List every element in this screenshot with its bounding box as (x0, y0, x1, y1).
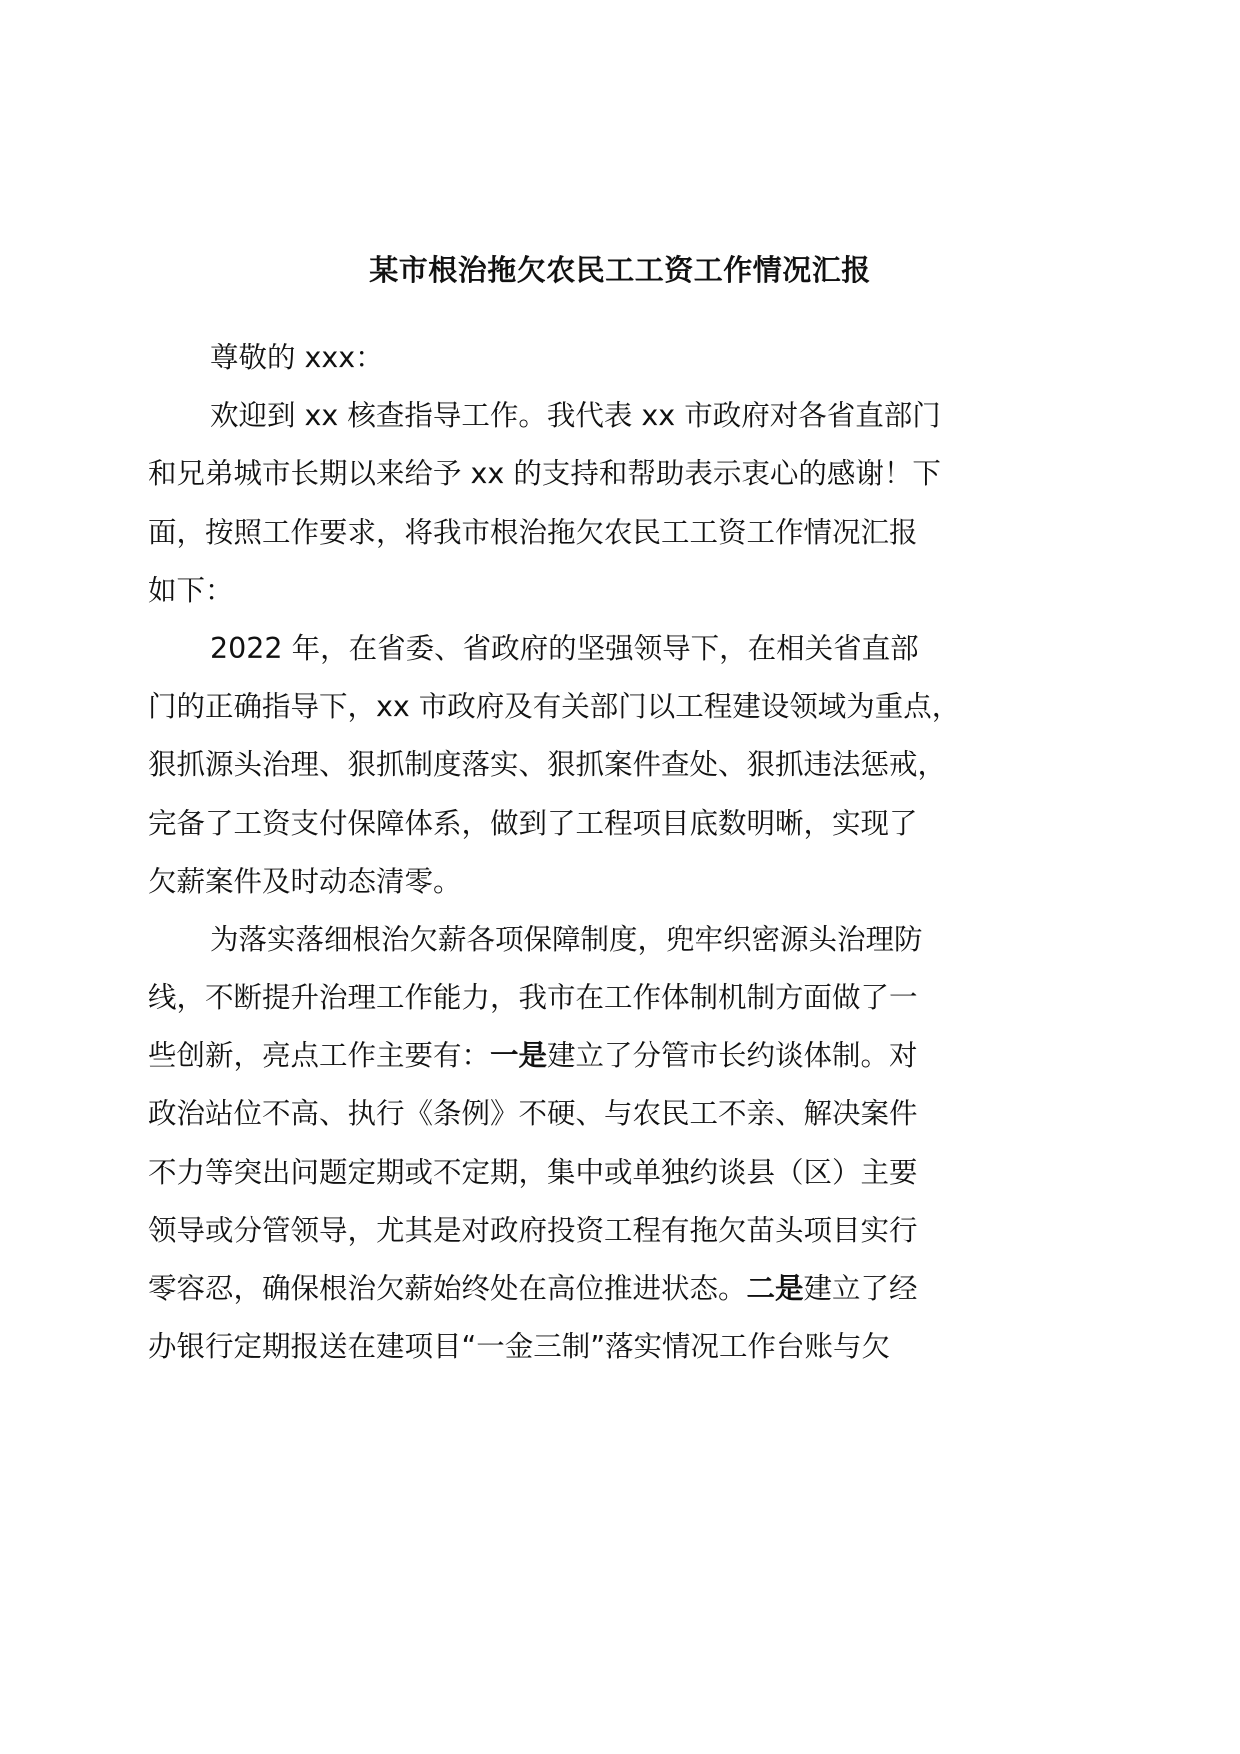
text-segment: 狠抓源头治理、狠抓制度落实、狠抓案件查处、狠抓违法惩戒， (148, 748, 947, 782)
text-line (148, 569, 1028, 627)
document-body (148, 336, 1028, 1383)
text-segment: 零容忍，确保根治欠薪始终处在高位推进状态。 (148, 1272, 747, 1305)
bold-text-segment: 一是 (490, 1039, 548, 1073)
text-segment: 政治站位不高、执行《条例》不硬、与农民工不亲、解决案件 (148, 1097, 918, 1131)
text-segment: 欢迎到 xx 核查指导工作。我代表 xx 市政府对各省直部门 (210, 399, 941, 433)
text-segment: 和兄弟城市长期以来给予 xx 的支持和帮助表示衷心的感谢！下 (148, 457, 941, 491)
text-segment: 建立了经 (803, 1272, 918, 1305)
text-segment: 2022 年，在省委、省政府的坚强领导下，在相关省直部 (210, 631, 919, 665)
text-line (148, 802, 1028, 860)
text-segment: 为落实落细根治欠薪各项保障制度，兜牢织密源头治理防 (210, 922, 923, 956)
text-segment: 完备了工资支付保障体系，做到了工程项目底数明晰，实现了 (148, 806, 918, 840)
text-segment: 建立了分管市长约谈体制。对 (547, 1039, 918, 1073)
text-line (148, 918, 1028, 976)
text-line (148, 743, 1028, 801)
text-line (148, 1034, 1028, 1092)
text-line (148, 1151, 1028, 1209)
text-segment: 面，按照工作要求，将我市根治拖欠农民工工资工作情况汇报 (148, 515, 918, 549)
text-segment: 如下： (148, 573, 234, 607)
text-segment: 门的正确指导下，xx 市政府及有关部门以工程建设领域为重点， (148, 690, 961, 724)
text-line (148, 452, 1028, 510)
text-line (148, 685, 1028, 743)
bold-text-segment: 二是 (746, 1272, 804, 1305)
text-segment: 不力等突出问题定期或不定期，集中或单独约谈县（区）主要 (148, 1155, 918, 1189)
text-line (148, 1092, 1028, 1150)
text-line (148, 627, 1028, 685)
text-segment: 些创新，亮点工作主要有： (148, 1039, 491, 1073)
text-line (148, 511, 1028, 569)
text-line (148, 1325, 1028, 1383)
text-segment: 欠薪案件及时动态清零。 (148, 864, 462, 898)
text-line (148, 394, 1028, 452)
document-title: 某市根治拖欠农民工工资工作情况汇报 (369, 253, 871, 287)
text-line (148, 1209, 1028, 1267)
text-segment: 办银行定期报送在建项目“一金三制”落实情况工作台账与欠 (148, 1330, 891, 1364)
text-line (148, 1267, 1028, 1325)
text-line (148, 976, 1028, 1034)
text-segment: 线，不断提升治理工作能力，我市在工作体制机制方面做了一 (148, 981, 918, 1015)
text-segment: 领导或分管领导，尤其是对政府投资工程有拖欠苗头项目实行 (148, 1213, 918, 1247)
text-line (148, 860, 1028, 918)
text-segment: 尊敬的 xxx： (210, 341, 384, 374)
text-line (148, 336, 1028, 394)
